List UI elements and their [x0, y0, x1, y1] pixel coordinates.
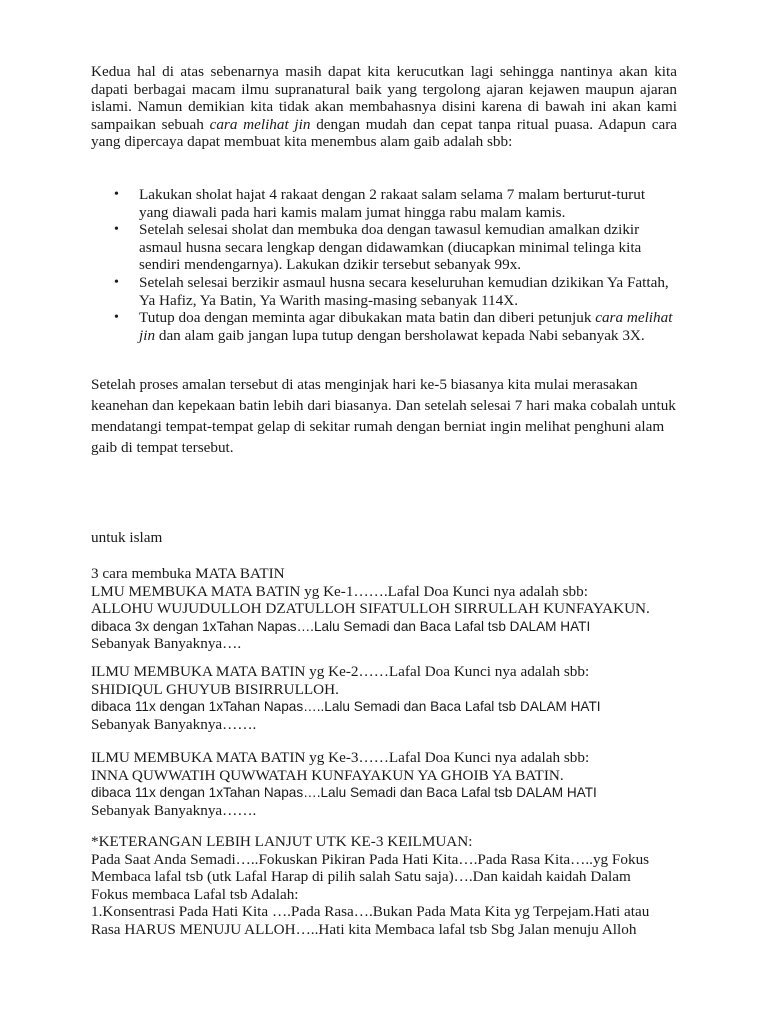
method-1-title: LMU MEMBUKA MATA BATIN yg Ke-1…….Lafal Doa Kunci nya adalah sbb:	[91, 582, 588, 600]
intro-text-end: dengan mudah dan cepat tanpa ritual puasa. Adapun cara yang dipercaya dapat membuat kita menembus alam gaib adalah sbb:	[91, 115, 678, 151]
bullet-text-1: Lakukan sholat hajat 4 rakaat dengan 2 rakaat salam selama 7 malam berturut-turut yang diawali pada hari kamis malam jumat hingga rabu malam kamis.	[139, 186, 646, 221]
intro-text-start: Kedua hal di atas sebenarnya masih dapat kita kerucutkan lagi sehingga nantinya akan kita dapati berbagai macam ilmu supranatural baik yang tergolong ajaran kejawen maupun ajaran islami. Namun demikian kita tidak akan membahasnya disini karena di bawah ini akan kami sampaikan sebuah	[91, 63, 677, 133]
bullet-text-2: Setelah selesai sholat dan membuka doa dengan tawasul kemudian amalkan dzikir asmaul husna secara lengkap dengan didawamkan (diucapkan minimal telinga kita sendiri mendengarnya). Lakukan dzikir tersebut sebanyak 99x.	[139, 221, 642, 274]
intro-paragraph	[91, 63, 677, 151]
method-3-instruction: dibaca 11x dengan 1xTahan Napas….Lalu Semadi dan Baca Lafal tsb DALAM HATI	[91, 785, 597, 801]
keterangan-line-1: Pada Saat Anda Semadi…..Fokuskan Pikiran Pada Hati Kita….Pada Rasa Kita…..yg Fokus	[91, 850, 650, 868]
method-1-instruction: dibaca 3x dengan 1xTahan Napas….Lalu Semadi dan Baca Lafal tsb DALAM HATI	[91, 618, 591, 634]
keterangan-line-5: Rasa HARUS MENUJU ALLOH…..Hati kita Membaca lafal tsb Sbg Jalan menuju Alloh	[91, 920, 637, 938]
method-2-lafal: SHIDIQUL GHUYUB BISIRRULLOH.	[91, 680, 339, 698]
section-mata-batin-2	[91, 663, 677, 733]
after-paragraph: Setelah proses amalan tersebut di atas menginjak hari ke-5 biasanya kita mulai merasakan keanehan dan kepekaan batin lebih dari biasanya. Dan setelah selesai 7 hari maka cobalah untuk mendatangi tempat-tempat gelap di sekitar rumah dengan berniat ingin melihat penghuni alam gaib di tempat tersebut.	[91, 376, 676, 456]
steps-bullet-list	[114, 186, 674, 344]
section-mata-batin-1	[91, 565, 677, 653]
method-1-lafal: ALLOHU WUJUDULLOH DZATULLOH SIFATULLOH SIRRULLAH KUNFAYAKUN.	[91, 600, 650, 618]
intro-italic-phrase: cara melihat jin	[209, 115, 311, 133]
method-1-repeat: Sebanyak Banyaknya….	[91, 635, 242, 653]
keterangan-heading: *KETERANGAN LEBIH LANJUT UTK KE-3 KEILMUAN:	[91, 833, 473, 850]
method-3-lafal: INNA QUWWATIH QUWWATAH KUNFAYAKUN YA GHOIB YA BATIN.	[91, 766, 564, 784]
section-mata-batin-3	[91, 749, 677, 819]
bullet-item-3	[114, 274, 674, 309]
bullet-text-4-start: Tutup doa dengan meminta agar dibukakan mata batin dan diberi petunjuk	[139, 309, 596, 327]
method-2-repeat: Sebanyak Banyaknya…….	[91, 715, 257, 733]
bullet-text-3: Setelah selesai berzikir asmaul husna secara keseluruhan kemudian dzikikan Ya Fattah, Ya Hafiz, Ya Batin, Ya Warith masing-masing sebanyak 114X.	[139, 273, 669, 309]
method-2-instruction: dibaca 11x dengan 1xTahan Napas…..Lalu Semadi dan Baca Lafal tsb DALAM HATI	[91, 699, 601, 715]
bullet-italic-phrase: cara melihat jin	[139, 309, 673, 344]
keterangan-line-2: Membaca lafal tsb (utk Lafal Harap di pilih salah Satu saja)….Dan kaidah kaidah Dalam	[91, 868, 631, 886]
section-keterangan	[91, 833, 677, 939]
heading-three-ways: 3 cara membuka MATA BATIN	[91, 565, 285, 582]
keterangan-line-3: Fokus membaca Lafal tsb Adalah:	[91, 885, 299, 903]
bullet-text-4-end: dan alam gaib jangan lupa tutup dengan bersholawat kepada Nabi sebanyak 3X.	[155, 326, 645, 344]
method-3-title: ILMU MEMBUKA MATA BATIN yg Ke-3……Lafal Doa Kunci nya adalah sbb:	[91, 749, 590, 766]
method-2-title: ILMU MEMBUKA MATA BATIN yg Ke-2……Lafal Doa Kunci nya adalah sbb:	[91, 663, 590, 680]
section-label-islam: untuk islam	[91, 529, 163, 546]
bullet-item-4	[114, 309, 674, 344]
method-3-repeat: Sebanyak Banyaknya…….	[91, 801, 257, 819]
keterangan-line-4: 1.Konsentrasi Pada Hati Kita ….Pada Rasa….Bukan Pada Mata Kita yg Terpejam.Hati atau	[91, 903, 650, 921]
bullet-item-2	[114, 221, 674, 274]
bullet-item-1	[114, 186, 674, 221]
